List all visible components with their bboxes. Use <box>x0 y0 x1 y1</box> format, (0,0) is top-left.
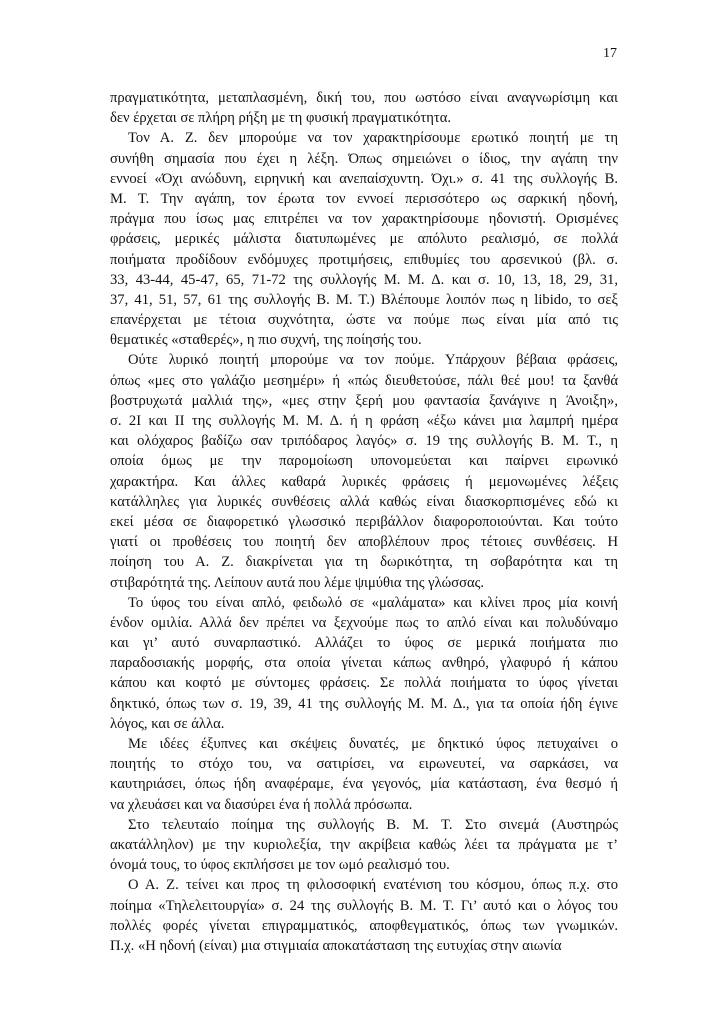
page-number: 17 <box>603 46 617 61</box>
text-line: δεν έρχεται σε πλήρη ρήξη με τη φυσική πραγματικότητα. <box>110 110 452 127</box>
text-line: οποία όμως με την παρομοίωση υπονομεύεται και παίρνει ειρωνικό <box>110 453 618 470</box>
text-line: Ο Α. Ζ. τείνει και προς τη φιλοσοφική ενατένιση του κόσμου, όπως π.χ. στο <box>128 877 618 894</box>
text-line: επανέρχεται με τέτοια συχνότητα, ώστε να πούμε πως είναι μία από τις <box>110 312 618 329</box>
text-line: σ. 2Ι και ΙΙ της συλλογής Μ. Μ. Δ. ή η φράση «έξω κάνει μια λαμπρή ημέρα <box>110 413 618 429</box>
text-line: χαρακτήρα. Και άλλες καθαρά λυρικές φράσεις ή μεμονωμένες λέξεις <box>110 473 618 490</box>
paragraph <box>110 593 618 734</box>
text-line: στιβαρότητά της. Λείπουν αυτά που λέμε ψιμύθια της γλώσσας. <box>110 574 485 591</box>
paragraph <box>110 875 618 956</box>
paragraph <box>110 350 618 592</box>
text-line: φράσεις, μερικές μάλιστα διατυπωμένες με απόλυτο ρεαλισμό, σε πολλά <box>110 231 618 248</box>
text-line: Με ιδέες έξυπνες και σκέψεις δυνατές, με δηκτικό ύφος πετυχαίνει ο <box>128 736 618 752</box>
text-line: 33, 43-44, 45-47, 65, 71-72 της συλλογής Μ. Μ. Δ. και σ. 10, 13, 18, 29, 31, <box>110 271 618 288</box>
text-line: κάπου και κοφτό με σύντομες φράσεις. Σε πολλά ποιήματα το ύφος γίνεται <box>110 675 618 692</box>
text-line: Το ύφος του είναι απλό, φειδωλό σε «μαλάματα» και κλίνει προς μία κοινή <box>128 594 618 611</box>
text-line: Τον Α. Ζ. δεν μπορούμε να τον χαρακτηρίσουμε ερωτικό ποιητή με τη <box>128 130 618 147</box>
text-line: κατάλληλες για λυρικές συνθέσεις αλλά καθώς είναι διασκορπισμένες εδώ κι <box>110 493 618 510</box>
text-line: Π.χ. «Η ηδονή (είναι) μια στιγμιαία αποκατάσταση της ευτυχίας στην αιωνία <box>110 937 562 954</box>
text-line: δηκτικό, όπως των σ. 19, 39, 41 της συλλογής Μ. Μ. Δ., για τα οποία ήδη έγινε <box>110 695 618 712</box>
text-line: Στο τελευταίο ποίημα της συλλογής Β. Μ. Τ. Στο σινεμά (Αυστηρώς <box>128 816 618 833</box>
text-line: 37, 41, 51, 57, 61 της συλλογής Β. Μ. Τ.) Βλέπουμε λοιπόν πως η libido, το σεξ <box>110 291 618 308</box>
text-line: Ούτε λυρικό ποιητή μπορούμε να τον πούμε. Υπάρχουν βέβαια φράσεις, <box>128 352 618 369</box>
text-line: παραδοσιακής μορφής, στα οποία γίνεται κάπως ανθηρό, γλαφυρό ή κάπου <box>110 655 618 672</box>
text-line: καυτηριάσει, όπως ήδη αναφέραμε, ένα γεγονός, μία κατάσταση, ένα θεσμό ή <box>110 776 618 793</box>
text-line: όνομά τους, το ύφος εκπλήσσει με τον ωμό ρεαλισμό του. <box>110 857 450 874</box>
text-line: όπως «μες στο γαλάζιο μεσημέρι» ή «πώς διευθετούσε, πάλι θεέ μου! τα ξανθά <box>110 372 618 389</box>
text-line: και γι’ αυτό συναρπαστικό. Αλλάζει το ύφος σε μερικά ποιήματα πιο <box>110 635 618 652</box>
text-line: ακατάλληλον) με την κυριολεξία, την ακρίβεια καθώς λέει τα πράγματα με τ’ <box>110 836 618 853</box>
text-line: θεματικές «σταθερές», η πιο συχνή, της ποίησής του. <box>110 332 422 349</box>
body-text <box>110 88 618 956</box>
paragraph <box>110 734 618 815</box>
paragraph <box>110 128 618 350</box>
text-line: Μ. Τ. Την αγάπη, τον έρωτα τον εννοεί περισσότερο ως σαρκική ηδονή, <box>110 190 618 207</box>
text-line: συνήθη σημασία που έχει η λέξη. Όπως σημειώνει ο ίδιος, την αγάπη την <box>110 150 618 167</box>
text-line: πραγματικότητα, μεταπλασμένη, δική του, που ωστόσο είναι αναγνωρίσιμη και <box>110 90 618 106</box>
text-line: ένδον ομιλία. Αλλά δεν πρέπει να ξεχνούμε πως το απλό είναι και πολυδύναμο <box>110 614 618 631</box>
text-line: να χλευάσει και να διασύρει ένα ή πολλά πρόσωπα. <box>110 796 413 813</box>
text-line: πολλές φορές γίνεται επιγραμματικός, αποφθεγματικός, όπως των γνωμικών. <box>110 917 618 934</box>
paragraph <box>110 815 618 876</box>
text-line: ποιήματα προδίδουν ενδόμυχες προτιμήσεις, επιθυμίες του αρσενικού (βλ. σ. <box>110 251 618 268</box>
text-line: εκεί μέσα σε διαφορετικό γλωσσικό περιβάλλον διαφοροποιούνται. Και τούτο <box>110 513 618 530</box>
text-line: εννοεί «Όχι ανώδυνη, ειρηνική και ανεπαίσχυντη. Όχι.» σ. 41 της συλλογής Β. <box>110 170 618 187</box>
text-line: βοστρυχωτά μαλλιά της», «μες στην ξερή μου φαντασία ξανάγινε η Άνοιξη», <box>110 392 618 409</box>
text-line: γιατί οι προθέσεις του ποιητή δεν αποβλέπουν προς τέτοιες συνθέσεις. Η <box>110 534 618 551</box>
text-line: ποίηση του Α. Ζ. διακρίνεται για τη δωρικότητα, τη σοβαρότητα και τη <box>110 554 618 571</box>
text-line: ποίημα «Τηλελειτουργία» σ. 24 της συλλογής Β. Μ. Τ. Γι’ αυτό και ο λόγος του <box>110 897 618 914</box>
text-line: λόγος, και σε άλλα. <box>110 715 225 732</box>
paragraph <box>110 88 618 128</box>
text-line: ποιητής το στόχο του, να σατιρίσει, να ειρωνευτεί, να σαρκάσει, να <box>110 756 618 773</box>
text-line: πράγμα που ίσως μας επιτρέπει να τον χαρακτηρίσουμε ηδονιστή. Ορισμένες <box>110 211 618 228</box>
text-line: και ολόχαρος βαδίζω σαν τριπόδαρος λαγός» σ. 19 της συλλογής Β. Μ. Τ., η <box>110 433 618 450</box>
